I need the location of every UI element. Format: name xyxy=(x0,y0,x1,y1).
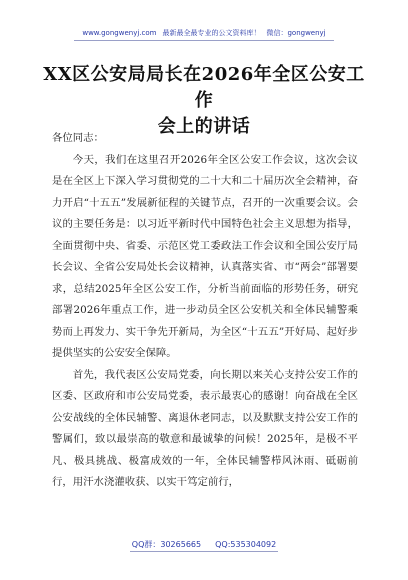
body-paragraph: 首先，我代表区公安局党委，向长期以来关心支持公安工作的区委、区政府和市公安局党委，表示最衷心的感谢！向奋战在全区公安战线的全体民辅警、离退休老同志，以及默默支持公安工作的警属们，致以最崇高的敬意和最诚挚的问候！2025年，是极不平凡、极具挑战、极富成效的一年，全体民辅警栉风沐雨、砥砺前行，用汗水浇灌收获、以实干笃定前行， xyxy=(52,368,358,488)
page-footer xyxy=(0,539,408,550)
header-divider xyxy=(74,40,334,41)
document-body xyxy=(52,128,358,494)
footer-qq: QQ:535304092 xyxy=(215,540,277,549)
footer-divider xyxy=(130,551,278,552)
header-wechat: 微信：gongwenyj xyxy=(266,29,326,37)
footer-qq-group: QQ群：30265665 xyxy=(131,540,202,549)
page-header xyxy=(0,28,408,38)
salutation: 各位同志： xyxy=(52,132,104,144)
header-website[interactable]: www.gongwenyj.com xyxy=(82,29,157,37)
body-paragraph: 今天，我们在这里召开2026年全区公安工作会议，这次会议是在全区上下深入学习贯彻党的二十大和二十届历次全会精神，奋力开启“十五五”发展新征程的关键节点，召开的一次重要会议。会议的主要任务是：以习近平新时代中国特色社会主义思想为指导，全面贯彻中央、省委、示范区党工委政法工作会议和全国公安厅局长会议、全省公安局处长会议精神，认真落实省、市“两会”部署要求，总结2025年全区公安工作，分析当前面临的形势任务，研究部署2026年重点工作，进一步动员全区公安机关和全体民辅警乘势而上再发力、实干争先开新局，为全区“十五五”开好局、起好步提供坚实的公安安全保障。 xyxy=(52,153,358,359)
title-line-1: XX区公安局局长在2026年全区公安工作 xyxy=(43,64,365,111)
header-slogan: 最新最全最专业的公文资料库！ xyxy=(162,29,261,37)
title-line-2: 会上的讲话 xyxy=(157,116,251,137)
